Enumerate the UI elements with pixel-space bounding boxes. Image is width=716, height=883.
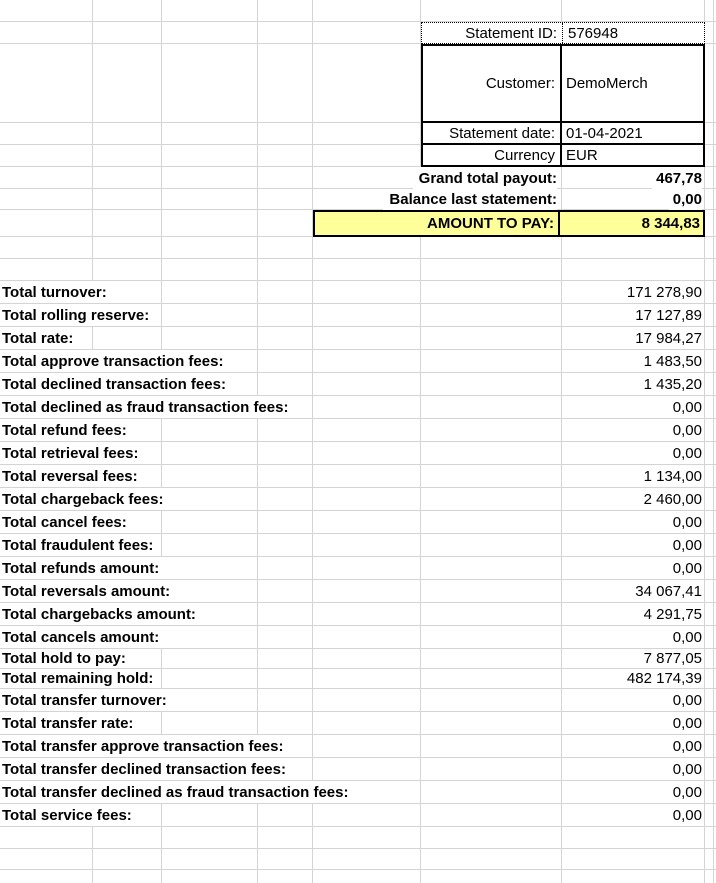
total-row [0, 488, 716, 511]
total-label: Total refunds amount: [0, 557, 167, 579]
balance-value: 0,00 [669, 189, 702, 210]
grid-row [0, 870, 716, 883]
total-value: 0,00 [672, 559, 702, 577]
total-value: 0,00 [672, 628, 702, 646]
total-label: Total rolling reserve: [0, 304, 157, 326]
total-row [0, 580, 716, 603]
total-label: Total retrieval fees: [0, 442, 146, 464]
amount-to-pay-value: 8 344,83 [641, 215, 700, 232]
total-row [0, 373, 716, 396]
currency-value: EUR [566, 146, 598, 164]
total-label: Total cancels amount: [0, 626, 167, 648]
total-value: 0,00 [672, 421, 702, 439]
total-label: Total declined transaction fees: [0, 373, 234, 395]
grand-total-row [0, 167, 716, 189]
total-row [0, 689, 716, 712]
total-row [0, 396, 716, 419]
statement-id-value: 576948 [568, 24, 619, 42]
statement-id-row [421, 22, 705, 44]
currency-row [423, 143, 703, 165]
total-value: 0,00 [672, 737, 702, 755]
total-value: 1 483,50 [643, 352, 702, 370]
total-row [0, 781, 716, 804]
total-value: 17 127,89 [635, 306, 702, 324]
total-row [0, 465, 716, 488]
total-value: 171 278,90 [626, 283, 702, 301]
customer-label: Customer: [423, 46, 562, 121]
total-value: 0,00 [672, 513, 702, 531]
total-label: Total fraudulent fees: [0, 534, 161, 556]
balance-label: Balance last statement: [383, 189, 557, 210]
total-row [0, 712, 716, 735]
total-value: 2 460,00 [643, 490, 702, 508]
total-label: Total transfer turnover: [0, 689, 175, 711]
total-row [0, 626, 716, 649]
total-row [0, 419, 716, 442]
total-label: Total reversal fees: [0, 465, 146, 487]
total-value: 0,00 [672, 398, 702, 416]
total-label: Total hold to pay: [0, 649, 134, 668]
currency-label: Currency [423, 145, 562, 165]
total-label: Total transfer declined transaction fees: [0, 758, 294, 780]
total-row [0, 534, 716, 557]
amount-to-pay-row [0, 210, 716, 237]
total-value: 7 877,05 [643, 650, 702, 667]
total-value: 4 291,75 [643, 605, 702, 623]
total-label: Total chargebacks amount: [0, 603, 204, 625]
total-value: 17 984,27 [635, 329, 702, 347]
total-row [0, 557, 716, 580]
total-label: Total remaining hold: [0, 669, 161, 688]
total-label: Total declined as fraud transaction fees: [0, 396, 296, 418]
total-label: Total cancel fees: [0, 511, 135, 533]
total-row [0, 281, 716, 304]
grand-total-value: 467,78 [652, 167, 702, 189]
grand-total-label: Grand total payout: [413, 167, 557, 189]
total-row [0, 442, 716, 465]
total-label: Total approve transaction fees: [0, 350, 231, 372]
total-value: 1 435,20 [643, 375, 702, 393]
total-label: Total chargeback fees: [0, 488, 171, 510]
total-row [0, 304, 716, 327]
total-label: Total refund fees: [0, 419, 135, 441]
total-label: Total transfer declined as fraud transaction fees: [0, 781, 356, 803]
statement-date-row [423, 121, 703, 143]
statement-info-box [421, 44, 705, 167]
total-label: Total transfer approve transaction fees: [0, 735, 291, 757]
total-value: 0,00 [672, 444, 702, 462]
total-row [0, 649, 716, 669]
statement-date-value: 01-04-2021 [566, 124, 643, 142]
total-label: Total transfer rate: [0, 712, 141, 734]
statement-id-label: Statement ID: [465, 24, 557, 42]
total-row [0, 758, 716, 781]
amount-to-pay-highlight [313, 210, 705, 237]
statement-date-label: Statement date: [423, 123, 562, 143]
grid-row [0, 849, 716, 870]
total-row [0, 735, 716, 758]
grid-row [0, 0, 716, 22]
grid-row [0, 237, 716, 259]
total-row [0, 511, 716, 534]
customer-row [423, 46, 703, 121]
total-row [0, 603, 716, 626]
customer-value: DemoMerch [566, 75, 648, 92]
total-value: 0,00 [672, 691, 702, 709]
total-label: Total service fees: [0, 804, 140, 826]
total-row [0, 327, 716, 350]
grid-row [0, 827, 716, 849]
total-row [0, 669, 716, 689]
total-row [0, 350, 716, 373]
amount-to-pay-label: AMOUNT TO PAY: [315, 212, 560, 235]
total-value: 0,00 [672, 760, 702, 778]
grid-row [0, 259, 716, 281]
total-value: 0,00 [672, 536, 702, 554]
total-value: 482 174,39 [626, 670, 702, 687]
total-value: 0,00 [672, 806, 702, 824]
total-label: Total reversals amount: [0, 580, 178, 602]
total-value: 0,00 [672, 714, 702, 732]
total-label: Total rate: [0, 327, 81, 349]
total-row [0, 804, 716, 827]
total-value: 1 134,00 [643, 467, 702, 485]
total-value: 34 067,41 [635, 582, 702, 600]
total-value: 0,00 [672, 783, 702, 801]
balance-last-statement-row [0, 189, 716, 210]
total-label: Total turnover: [0, 281, 115, 303]
